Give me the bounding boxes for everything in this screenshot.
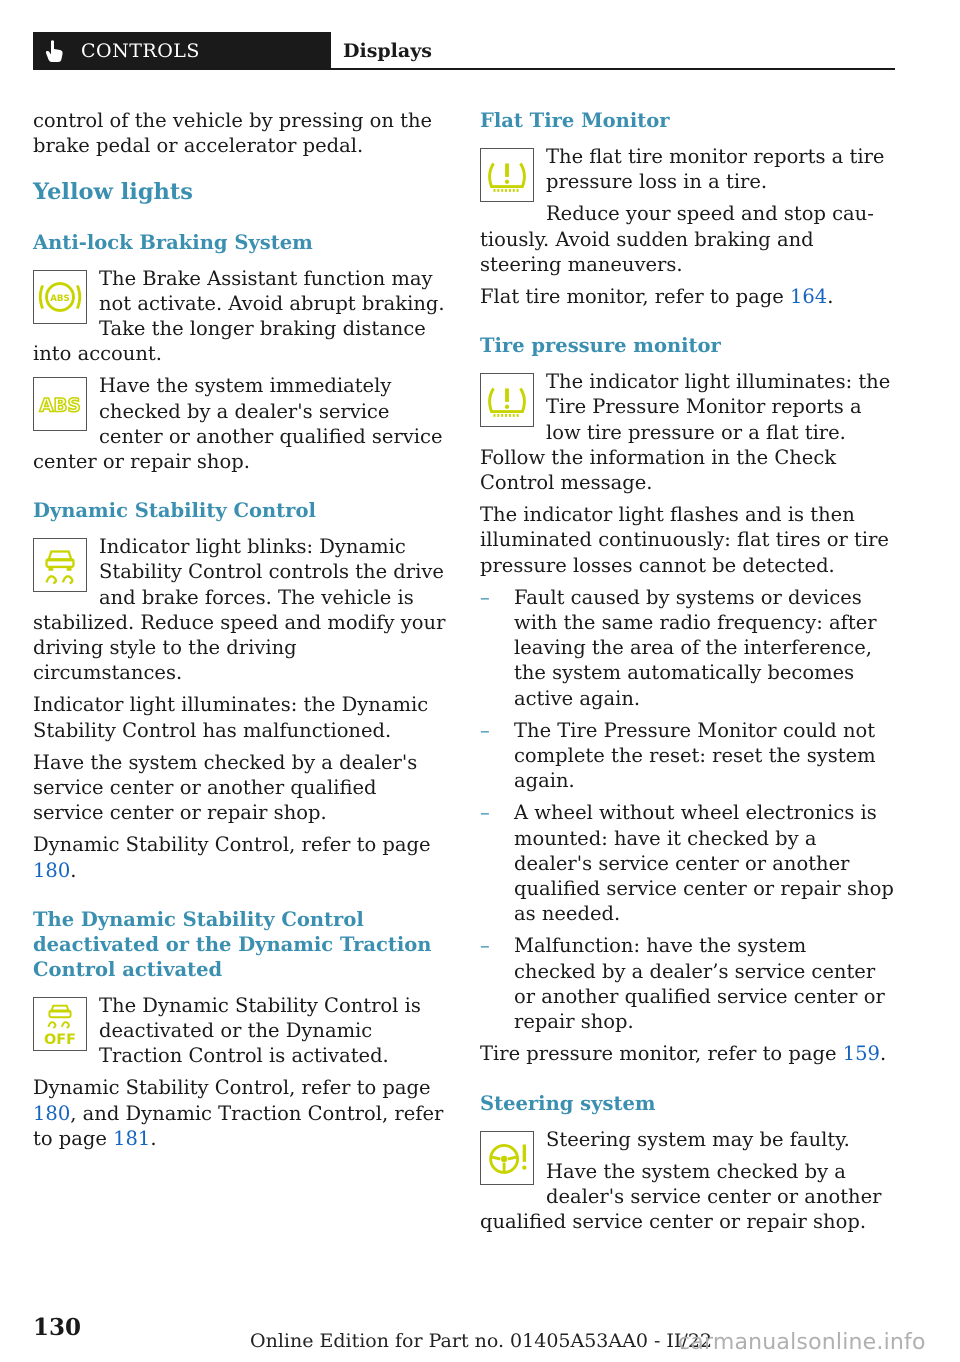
edition-footer: Online Edition for Part no. 01405A53AA0 - II/22 <box>250 1330 713 1352</box>
list-item: – Malfunction: have the system checked by a dealer’s service center or another qualified service center or repair shop. <box>480 933 894 1034</box>
svg-text:ABS: ABS <box>39 396 81 418</box>
intro-text: control of the vehicle by pressing on the brake pedal or accelerator pedal. <box>33 109 433 158</box>
flat-tire-heading: Flat Tire Monitor <box>480 109 670 132</box>
svg-text:OFF: OFF <box>44 1032 76 1049</box>
steering-heading: Steering system <box>480 1091 656 1115</box>
tire-pressure-text-2: The indicator light flashes and is then illuminated continuously: flat tires or tire pressure losses cannot be detected. <box>480 503 889 577</box>
dsc-text-2: Indicator light illuminates: the Dynamic Stability Control has malfunctioned. <box>33 693 429 742</box>
page-header <box>33 32 895 70</box>
dsc-skid-car-icon <box>33 538 87 592</box>
page-title: Displays <box>343 40 432 62</box>
page-number: 130 <box>33 1314 82 1341</box>
tire-pressure-reference: Tire pressure monitor, refer to page 159. <box>480 1042 887 1066</box>
abs-text-indicator-icon <box>33 377 87 431</box>
flat-tire-text-2: Reduce your speed and stop cautiously. Avoid sudden braking and steering maneuvers. <box>480 202 874 276</box>
steering-text-1: Steering system may be faulty. <box>546 1127 850 1151</box>
tire-pressure-heading: Tire pressure monitor <box>480 334 721 358</box>
abs-text-1: The Brake Assistant function may not activate. Avoid abrupt braking. Take the longer braking distance into account. <box>33 266 445 366</box>
watermark: carmanualsonline.info <box>678 1330 926 1355</box>
steering-wheel-warning-icon <box>480 1131 534 1185</box>
dsc-off-reference: Dynamic Stability Control, refer to page 180, and Dynamic Traction Control, refer to page 181. <box>33 1076 444 1150</box>
page-link-159[interactable]: 159 <box>842 1042 880 1066</box>
page-link-180[interactable]: 180 <box>33 1101 71 1125</box>
left-column <box>33 108 447 1158</box>
abs-text-2: Have the system immediately checked by a dealer's service center or another qualified service center or repair shop. <box>33 374 443 474</box>
list-item: – The Tire Pressure Monitor could not complete the reset: reset the system again. <box>480 718 894 794</box>
list-item: – Fault caused by systems or devices with the same radio frequency: after leaving the area of the interference, the system automatically becomes active again. <box>480 585 894 711</box>
page-link-164[interactable]: 164 <box>789 285 828 309</box>
flat-tire-text-1: The flat tire monitor reports a tire pressure loss in a tire. <box>546 145 885 194</box>
abs-heading: Anti-lock Braking System <box>33 230 313 254</box>
tire-pressure-bullets <box>480 585 894 1034</box>
tire-warning-icon <box>480 148 534 202</box>
pointing-hand-icon <box>43 39 65 63</box>
tire-warning-icon <box>480 373 534 427</box>
flat-tire-reference: Flat tire monitor, refer to page 164. <box>480 285 834 309</box>
abs-circle-indicator-icon <box>33 270 87 324</box>
section-label: CONTROLS <box>81 40 200 62</box>
dsc-reference: Dynamic Stability Control, refer to page 180. <box>33 833 431 882</box>
right-column <box>480 108 894 1241</box>
dsc-text-3: Have the system checked by a dealer's service center or another qualified service center or repair shop. <box>33 750 418 825</box>
tire-pressure-text-1: The indicator light illuminates: the Tire Pressure Monitor reports a low tire pressure or a flat tire. Follow the information in the Check Control message. <box>480 370 891 495</box>
dsc-text-1: Indicator light blinks: Dynamic Stability Control controls the drive and brake forces. The vehicle is stabilized. Reduce speed and modify your driving style to the driving circumstances. <box>33 535 446 685</box>
section-tab <box>33 32 331 70</box>
list-item: – A wheel without wheel electronics is mounted: have it checked by a dealer's service center or another qualified service center or repair shop as needed. <box>480 800 894 926</box>
page-link-180[interactable]: 180 <box>33 858 71 882</box>
header-rule <box>331 68 895 70</box>
dsc-off-heading: The Dynamic Stability Control deactivated or the Dynamic Traction Control activated <box>33 907 432 981</box>
steering-text-2: Have the system checked by a dealer's service center or another qualified service center or repair shop. <box>480 1159 882 1234</box>
dsc-off-text-1: The Dynamic Stability Control is deactivated or the Dynamic Traction Control is activated. <box>99 993 421 1068</box>
dsc-heading: Dynamic Stability Control <box>33 499 316 523</box>
page-link-181[interactable]: 181 <box>113 1126 151 1150</box>
svg-text:ABS: ABS <box>50 293 70 304</box>
yellow-lights-heading: Yellow lights <box>33 179 193 206</box>
dsc-off-icon <box>33 997 87 1051</box>
